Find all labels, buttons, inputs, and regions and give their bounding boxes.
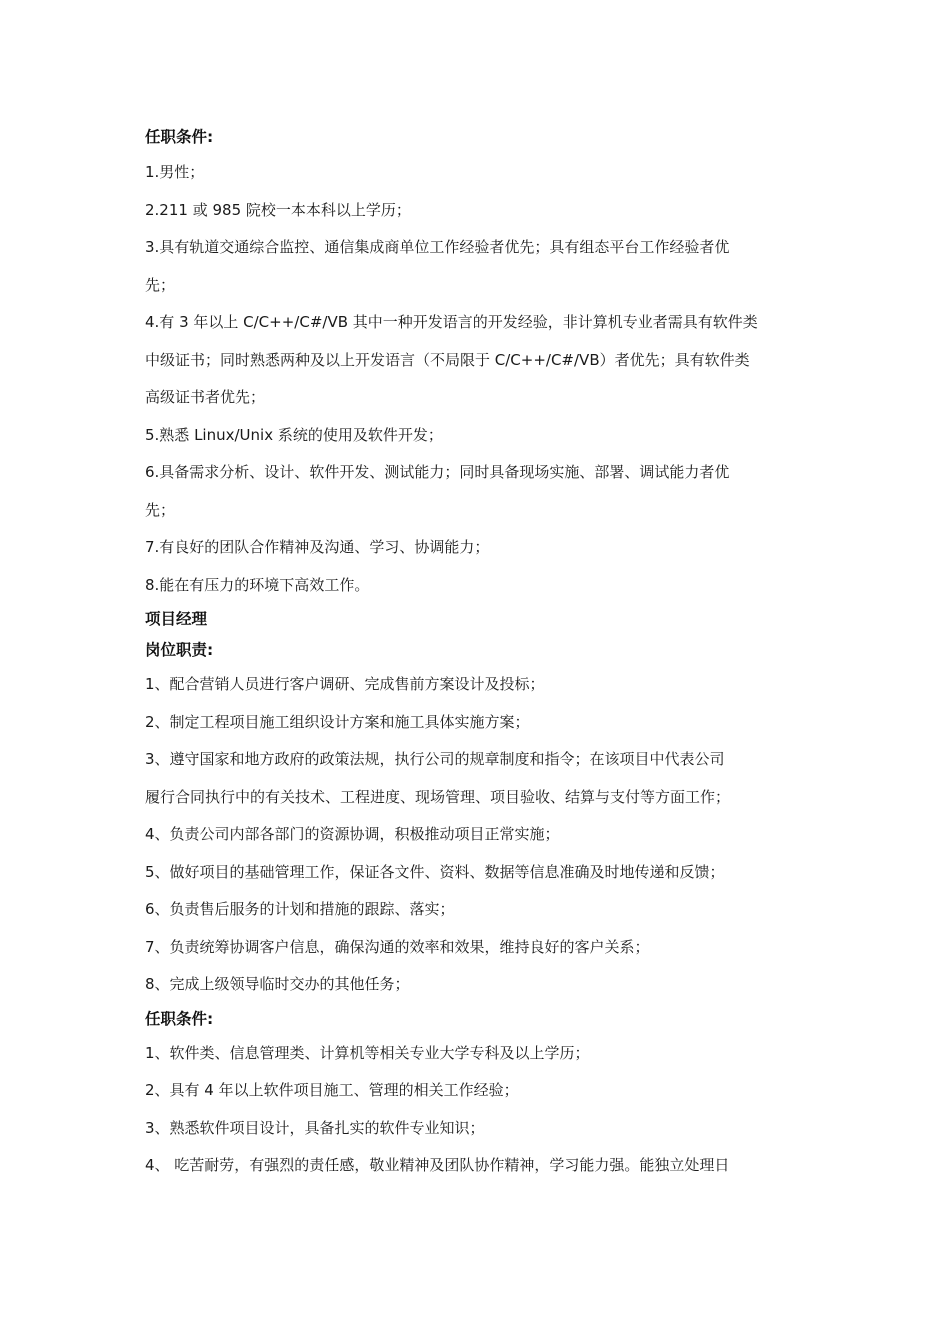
- requirement-item: 4.有 3 年以上 C/C++/C#/VB 其中一种开发语言的开发经验，非计算机专业者需具有软件类: [145, 313, 758, 331]
- section-heading-duties: 岗位职责:: [145, 641, 214, 659]
- requirement-item-continued: 中级证书；同时熟悉两种及以上开发语言（不局限于 C/C++/C#/VB）者优先；具有软件类: [145, 350, 750, 369]
- duty-item: 5、做好项目的基础管理工作，保证各文件、资料、数据等信息准确及时地传递和反馈；: [145, 862, 725, 881]
- job-title: 项目经理: [145, 610, 208, 628]
- duty-item: 6、负责售后服务的计划和措施的跟踪、落实；: [145, 900, 455, 918]
- requirement-item: 1.男性；: [145, 163, 205, 181]
- requirement-item-continued: 高级证书者优先；: [145, 388, 266, 406]
- duty-item: 4、负责公司内部各部门的资源协调，积极推动项目正常实施；: [145, 825, 560, 843]
- requirement-item: 3、熟悉软件项目设计，具备扎实的软件专业知识；: [145, 1118, 485, 1137]
- requirement-item: 7.有良好的团队合作精神及沟通、学习、协调能力；: [145, 538, 490, 556]
- requirement-item-continued: 先；: [145, 500, 176, 519]
- section-heading-requirements: 任职条件:: [145, 128, 214, 146]
- requirement-item: 1、软件类、信息管理类、计算机等相关专业大学专科及以上学历；: [145, 1043, 590, 1062]
- requirement-item: 2.211 或 985 院校一本本科以上学历；: [145, 200, 411, 219]
- requirement-item: 8.能在有压力的环境下高效工作。: [145, 575, 370, 594]
- section-heading-requirements-2: 任职条件:: [145, 1009, 214, 1028]
- duty-item: 7、负责统筹协调客户信息，确保沟通的效率和效果，维持良好的客户关系；: [145, 937, 650, 956]
- requirement-item: 5.熟悉 Linux/Unix 系统的使用及软件开发；: [145, 425, 443, 444]
- requirement-item-continued: 先；: [145, 275, 176, 294]
- duty-item: 3、遵守国家和地方政府的政策法规，执行公司的规章制度和指令；在该项目中代表公司: [145, 750, 725, 768]
- duty-item: 1、配合营销人员进行客户调研、完成售前方案设计及投标；: [145, 675, 545, 693]
- requirement-item: 4、 吃苦耐劳，有强烈的责任感，敬业精神及团队协作精神，学习能力强。能独立处理日: [145, 1156, 730, 1174]
- requirement-item: 6.具备需求分析、设计、软件开发、测试能力；同时具备现场实施、部署、调试能力者优: [145, 463, 730, 481]
- duty-item-continued: 履行合同执行中的有关技术、工程进度、现场管理、项目验收、结算与支付等方面工作；: [145, 787, 731, 806]
- duty-item: 2、制定工程项目施工组织设计方案和施工具体实施方案；: [145, 712, 530, 731]
- requirement-item: 3.具有轨道交通综合监控、通信集成商单位工作经验者优先；具有组态平台工作经验者优: [145, 238, 730, 256]
- requirement-item: 2、具有 4 年以上软件项目施工、管理的相关工作经验；: [145, 1081, 519, 1099]
- document-body: [145, 120, 810, 1185]
- duty-item: 8、完成上级领导临时交办的其他任务；: [145, 975, 410, 993]
